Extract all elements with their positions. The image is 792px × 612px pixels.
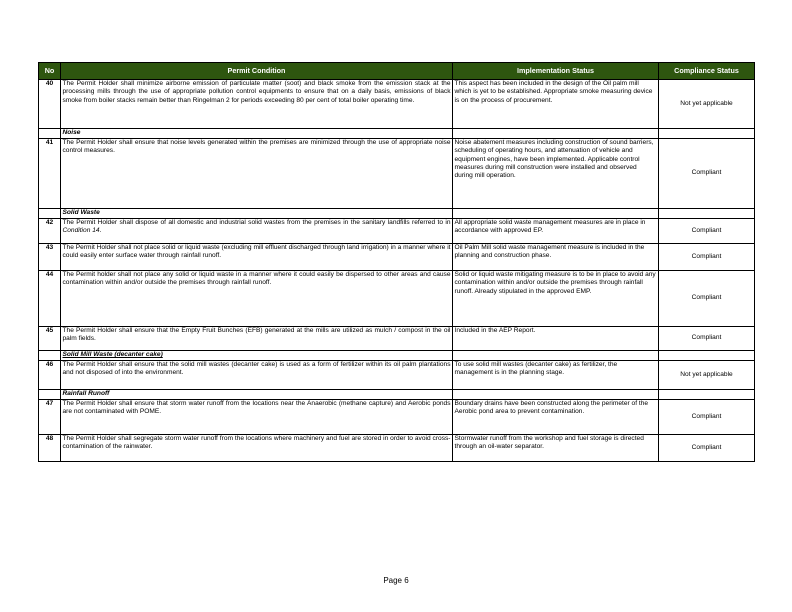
section-title-noise: Noise bbox=[61, 129, 453, 139]
permit-condition-cell: The Permit Holder shall not place solid or liquid waste (excluding mill effluent discharged through land irrigation) in a manner where it could easily enter surface water through rainfall runoff. bbox=[61, 244, 453, 271]
permit-condition-cell: The Permit Holder shall ensure that the solid mill wastes (decanter cake) is used as a form of fertilizer within its oil palm plantations and not disposed of into the environment. bbox=[61, 361, 453, 390]
permit-condition-cell: The Permit holder shall not place any solid or liquid waste in a manner where it could easily be dispersed to other areas and cause contamination within and/or outside the premises through rainfall runoff. bbox=[61, 271, 453, 327]
row-number: 46 bbox=[39, 361, 61, 390]
implementation-status-cell: This aspect has been included in the design of the Oil palm mill which is yet to be established. Appropriate smoke measuring device is on the process of procurement. bbox=[453, 80, 659, 129]
permit-condition-cell bbox=[61, 219, 453, 244]
table-row-41 bbox=[39, 139, 755, 209]
page-number: Page 6 bbox=[383, 576, 409, 585]
permit-condition-cell: The Permit Holder shall ensure that noise levels generated within the premises are minimized through the use of appropriate noise control measures. bbox=[61, 139, 453, 209]
table-row-47 bbox=[39, 400, 755, 435]
permit-condition-cell: The Permit Holder shall ensure that storm water runoff from the locations near the Anaerobic (methane capture) and Aerobic ponds are not contaminated with POME. bbox=[61, 400, 453, 435]
section-row-solid-mill-waste bbox=[39, 351, 755, 361]
compliance-status-cell: Compliant bbox=[659, 271, 755, 327]
compliance-status-cell: Compliant bbox=[659, 244, 755, 271]
row-number: 43 bbox=[39, 244, 61, 271]
header-no: No bbox=[39, 63, 61, 80]
table-row-43 bbox=[39, 244, 755, 271]
table-row-42 bbox=[39, 219, 755, 244]
compliance-status-cell: Not yet applicable bbox=[659, 80, 755, 129]
compliance-status-cell: Compliant bbox=[659, 139, 755, 209]
compliance-status-cell: Not yet applicable bbox=[659, 361, 755, 390]
section-row-noise bbox=[39, 129, 755, 139]
table-row-44 bbox=[39, 271, 755, 327]
implementation-status-cell: Boundary drains have been constructed along the perimeter of the Aerobic pond area to prevent contamination. bbox=[453, 400, 659, 435]
permit-condition-cell: The Permit Holder shall ensure that the Empty Fruit Bunches (EFB) generated at the mills are utilized as mulch / compost in the oil palm fields. bbox=[61, 327, 453, 351]
row-number: 40 bbox=[39, 80, 61, 129]
row-number: 47 bbox=[39, 400, 61, 435]
implementation-status-cell: Solid or liquid waste mitigating measure is to be in place to avoid any contamination within and/or outside the premises through rainfall runoff. Already stipulated in the approved EMP. bbox=[453, 271, 659, 327]
row-number: 45 bbox=[39, 327, 61, 351]
header-implementation-status: Implementation Status bbox=[453, 63, 659, 80]
compliance-status-cell: Compliant bbox=[659, 327, 755, 351]
table-row-40 bbox=[39, 80, 755, 129]
permit-condition-cell: The Permit Holder shall minimize airborne emission of particulate matter (soot) and black smoke from the emission stack at the processing mills through the use of appropriate pollution control equipments to ensure that on a daily basis, emissions of black smoke from boiler stacks remain better than Ringelman 2 for periods exceeding 80 per cent of total boiler operating time. bbox=[61, 80, 453, 129]
implementation-status-cell: To use solid mill wastes (decanter cake) as fertilizer, the management is in the planning stage. bbox=[453, 361, 659, 390]
header-permit-condition: Permit Condition bbox=[61, 63, 453, 80]
implementation-status-cell: Included in the AEP Report. bbox=[453, 327, 659, 351]
table-header-row bbox=[39, 63, 755, 80]
section-row-solid-waste bbox=[39, 209, 755, 219]
condition-reference: Condition 14 bbox=[62, 227, 100, 235]
section-title-rainfall-runoff: Rainfall Runoff bbox=[61, 390, 453, 400]
compliance-status-cell: Compliant bbox=[659, 435, 755, 462]
compliance-status-cell: Compliant bbox=[659, 400, 755, 435]
header-compliance-status: Compliance Status bbox=[659, 63, 755, 80]
section-row-rainfall-runoff bbox=[39, 390, 755, 400]
permit-compliance-table bbox=[38, 62, 755, 462]
section-title-solid-mill-waste: Solid Mill Waste (decanter cake) bbox=[61, 351, 453, 361]
implementation-status-cell: Noise abatement measures including construction of sound barriers, scheduling of operating hours, and attenuation of vehicle and equipment engines, have been implemented. Applicable control measures during mill construction were installed and observed during mill operation. bbox=[453, 139, 659, 209]
table-row-46 bbox=[39, 361, 755, 390]
condition-text: The Permit Holder shall dispose of all domestic and industrial solid wastes from the premises in the sanitary landfills referred to in bbox=[62, 219, 451, 226]
condition-text-end: . bbox=[99, 227, 102, 235]
row-number: 44 bbox=[39, 271, 61, 327]
row-number: 48 bbox=[39, 435, 61, 462]
implementation-status-cell: All appropriate solid waste management measures are in place in accordance with approved EP. bbox=[453, 219, 659, 244]
table-row-48 bbox=[39, 435, 755, 462]
implementation-status-cell: Stormwater runoff from the workshop and fuel storage is directed through an oil-water separator. bbox=[453, 435, 659, 462]
section-title-solid-waste: Solid Waste bbox=[61, 209, 453, 219]
permit-condition-cell: The Permit Holder shall segregate storm water runoff from the locations where machinery and fuel are stored in order to avoid cross-contamination of the rainwater. bbox=[61, 435, 453, 462]
row-number: 41 bbox=[39, 139, 61, 209]
table-row-45 bbox=[39, 327, 755, 351]
compliance-status-cell: Compliant bbox=[659, 219, 755, 244]
implementation-status-cell: Oil Palm Mill solid waste management measure is included in the planning and construction phase. bbox=[453, 244, 659, 271]
row-number: 42 bbox=[39, 219, 61, 244]
